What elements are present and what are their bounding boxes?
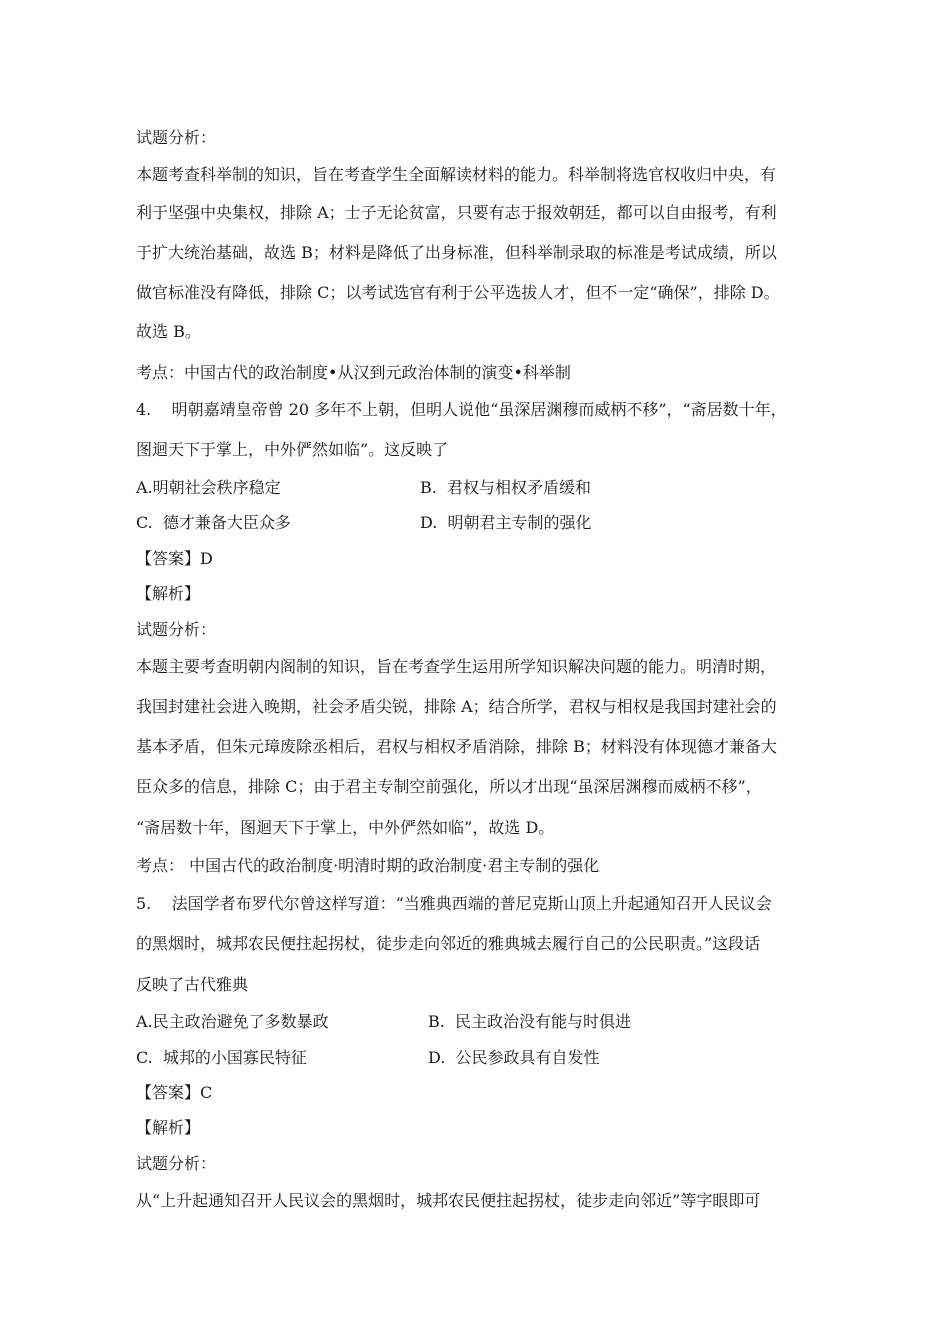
q3-kaodian: 考点：中国古代的政治制度•从汉到元政治体制的演变•科举制 [136,363,571,382]
q4-kaodian: 考点： 中国古代的政治制度·明清时期的政治制度·君主专制的强化 [136,856,600,875]
q4-jiexi-heading: 【解析】 [136,584,201,603]
q5-option-d: D. 公民参政具有自发性 [428,1048,600,1067]
q5-option-a: A.民主政治避免了多数暴政 [136,1012,329,1031]
q3-analysis-line: 于扩大统治基础，故选 B；材料是降低了出身标准，但科举制录取的标准是考试成绩，所以 [136,243,777,262]
q3-analysis-line: 利于坚强中央集权，排除 A；士子无论贫富，只要有志于报效朝廷，都可以自由报考，有利 [136,203,777,222]
q4-option-d: D. 明朝君主专制的强化 [420,513,592,532]
q5-option-c: C. 城邦的小国寡民特征 [136,1048,307,1067]
q4-stem-line: 图迴天下于掌上，中外俨然如临”。这反映了 [136,440,449,459]
q5-analysis-line: 从“上升起通知召开人民议会的黑烟时，城邦农民便拄起拐杖，徒步走向邻近”等字眼即可 [136,1191,761,1210]
q3-analysis-line: 做官标准没有降低，排除 C；以考试选官有利于公平选拔人才，但不一定“确保”，排除 D。 [136,283,780,302]
q3-analysis-title: 试题分析： [136,128,217,147]
q4-analysis-line: 臣众多的信息，排除 C；由于君主专制空前强化，所以才出现“虽深居渊穆而威柄不移”， [136,777,762,796]
q5-analysis-title: 试题分析： [136,1154,217,1173]
q4-analysis-line: 基本矛盾，但朱元璋废除丞相后，君权与相权矛盾消除，排除 B；材料没有体现德才兼备大 [136,737,777,756]
q5-stem-line: 反映了古代雅典 [136,975,249,994]
q4-analysis-title: 试题分析： [136,620,217,639]
q4-analysis-line: 我国封建社会进入晚期，社会矛盾尖锐，排除 A；结合所学，君权与相权是我国封建社会的 [136,697,777,716]
q3-analysis-line: 故选 B。 [136,322,201,341]
q5-option-b: B. 民主政治没有能与时俱进 [428,1012,632,1031]
q4-analysis-line: “斋居数十年，图迴天下于掌上，中外俨然如临”，故选 D。 [136,818,555,837]
q4-option-a: A.明朝社会秩序稳定 [136,478,281,497]
q4-option-c: C. 德才兼备大臣众多 [136,513,291,532]
q5-stem-line: 的黑烟时，城邦农民便拄起拐杖，徒步走向邻近的雅典城去履行自己的公民职责。”这段话 [136,934,761,953]
q4-answer: 【答案】D [136,549,213,568]
q5-stem-line: 5. 法国学者布罗代尔曾这样写道：“当雅典西端的普尼克斯山顶上升起通知召开人民议会 [136,894,772,913]
q5-answer: 【答案】C [136,1083,213,1102]
q4-stem-line: 4. 明朝嘉靖皇帝曾 20 多年不上朝，但明人说他“虽深居渊穆而威柄不移”，“斋居数十年， [136,400,787,419]
q4-option-b: B. 君权与相权矛盾缓和 [420,478,592,497]
q3-analysis-line: 本题考查科举制的知识，旨在考查学生全面解读材料的能力。科举制将选官权收归中央，有 [136,165,777,184]
q4-analysis-line: 本题主要考查明朝内阁制的知识，旨在考查学生运用所学知识解决问题的能力。明清时期， [136,657,777,676]
q5-jiexi-heading: 【解析】 [136,1118,201,1137]
